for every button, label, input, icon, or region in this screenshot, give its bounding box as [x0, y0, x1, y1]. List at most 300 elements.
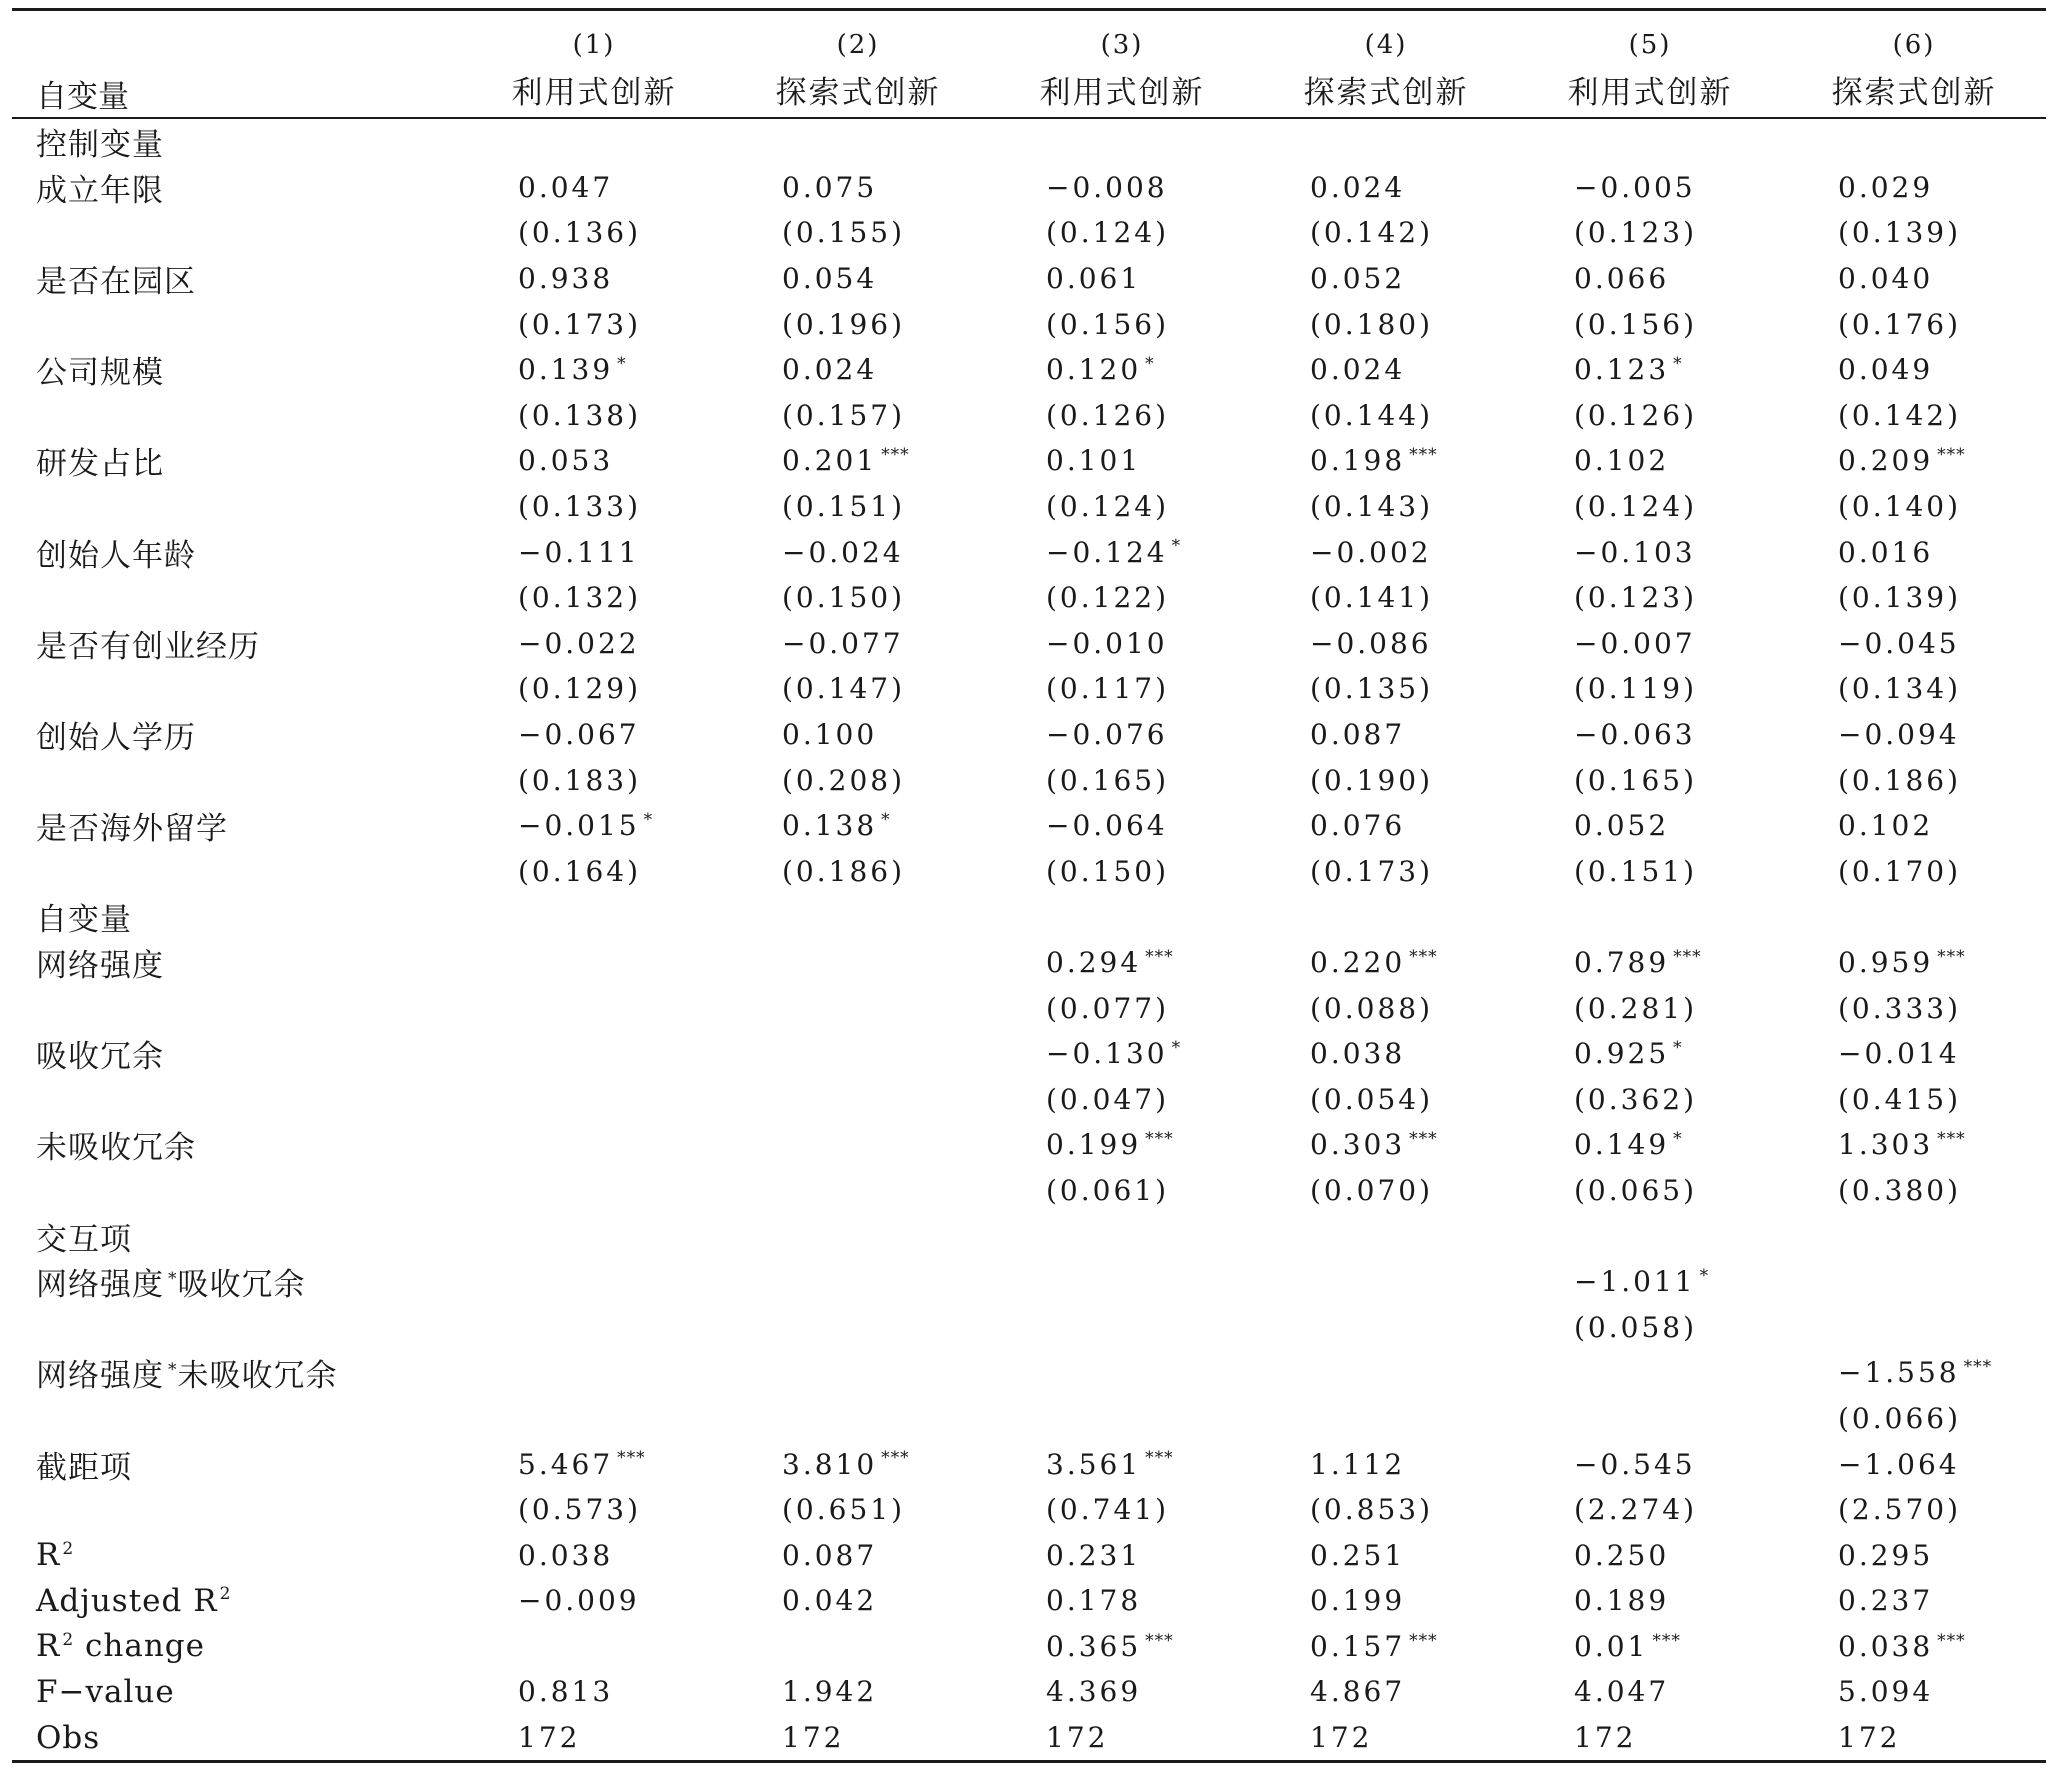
row-label: 创始人学历	[36, 720, 196, 757]
cell-value: 1.942	[782, 1675, 878, 1709]
coefficient-cell	[990, 1350, 1254, 1396]
coefficient-cell	[1254, 529, 1518, 575]
coefficient-cell	[1782, 1624, 2046, 1670]
standard-error-cell	[726, 575, 990, 621]
cell-value: (0.077)	[1046, 991, 1170, 1025]
table-row	[12, 1532, 2046, 1578]
standard-error-cell	[990, 575, 1254, 621]
significance-marker: ***	[1652, 1630, 1681, 1651]
table-row	[12, 1031, 2046, 1077]
cell-value: (0.088)	[1310, 991, 1434, 1025]
cell-value: (0.122)	[1046, 581, 1170, 615]
significance-marker: ***	[1937, 946, 1966, 967]
significance-marker: ***	[1145, 1448, 1174, 1469]
coefficient-cell	[1518, 347, 1782, 393]
row-label-part: 未吸收冗余	[177, 1358, 338, 1395]
interaction-marker: *	[168, 1268, 178, 1289]
table-row	[12, 1624, 2046, 1670]
standard-error-cell	[1782, 1487, 2046, 1533]
cell-value: (0.156)	[1046, 307, 1170, 341]
cell-value: (0.651)	[782, 1493, 906, 1527]
cell-value: (0.133)	[518, 490, 642, 524]
coefficient-cell	[726, 1669, 990, 1715]
cell-value: 5.094	[1838, 1675, 1934, 1709]
dependent-variable-header: 探索式创新	[726, 61, 990, 118]
section-row	[12, 118, 2046, 165]
cell-value: (0.143)	[1310, 490, 1434, 524]
table-header	[12, 10, 2046, 119]
cell-value: (0.183)	[518, 763, 642, 797]
standard-error-row	[12, 575, 2046, 621]
standard-error-cell	[1518, 1168, 1782, 1214]
row-label	[12, 1669, 462, 1715]
cell-value: 172	[1838, 1721, 1901, 1755]
coefficient-cell	[1518, 1715, 1782, 1762]
coefficient-cell	[1518, 1669, 1782, 1715]
standard-error-cell	[990, 1487, 1254, 1533]
significance-marker: ***	[1409, 1129, 1438, 1150]
cell-value: 0.102	[1574, 444, 1670, 478]
coefficient-cell	[1518, 621, 1782, 667]
coefficient-cell	[1782, 1441, 2046, 1487]
cell-value: (0.380)	[1838, 1173, 1962, 1207]
coefficient-cell	[1518, 1350, 1782, 1396]
significance-marker: *	[1171, 1037, 1182, 1058]
row-label: 成立年限	[36, 172, 164, 209]
cell-value: (0.156)	[1574, 307, 1698, 341]
cell-value: 0.038	[1838, 1629, 1934, 1663]
standard-error-cell	[1254, 1168, 1518, 1214]
significance-marker: *	[617, 353, 627, 374]
cell-value: (0.117)	[1046, 672, 1170, 706]
cell-value: (0.070)	[1310, 1173, 1434, 1207]
coefficient-cell	[1782, 529, 2046, 575]
coefficient-cell	[462, 621, 726, 667]
section-label: 控制变量	[36, 127, 164, 164]
cell-value: (0.134)	[1838, 672, 1962, 706]
standard-error-cell	[1782, 575, 2046, 621]
standard-error-cell	[462, 1304, 726, 1350]
coefficient-cell	[1518, 1259, 1782, 1305]
row-label: 截距项	[36, 1449, 132, 1486]
significance-marker: ***	[881, 445, 910, 466]
cell-value: (0.165)	[1046, 763, 1170, 797]
coefficient-cell	[990, 1715, 1254, 1762]
dependent-variable-header: 利用式创新	[1518, 61, 1782, 118]
coefficient-cell	[990, 256, 1254, 302]
cell-value: 0.251	[1310, 1538, 1406, 1572]
coefficient-cell	[462, 529, 726, 575]
section-spacer	[462, 1213, 2046, 1259]
cell-value: (0.054)	[1310, 1082, 1434, 1116]
cell-value: 172	[1046, 1721, 1109, 1755]
cell-value: (0.176)	[1838, 307, 1962, 341]
cell-value: −0.064	[1046, 809, 1168, 843]
cell-value: 5.467	[518, 1447, 614, 1481]
coefficient-cell	[1254, 940, 1518, 986]
cell-value: (0.142)	[1838, 398, 1962, 432]
standard-error-row	[12, 1304, 2046, 1350]
coefficient-cell	[990, 1122, 1254, 1168]
standard-error-cell	[1254, 210, 1518, 256]
standard-error-cell	[1782, 1076, 2046, 1122]
cell-value: (0.139)	[1838, 216, 1962, 250]
significance-marker: *	[1673, 353, 1683, 374]
cell-value: 1.303	[1838, 1128, 1934, 1162]
significance-marker: *	[1673, 1037, 1683, 1058]
cell-value: 3.561	[1046, 1447, 1142, 1481]
coefficient-cell	[726, 940, 990, 986]
standard-error-cell	[462, 1076, 726, 1122]
standard-error-cell	[1782, 666, 2046, 712]
standard-error-cell	[1254, 484, 1518, 530]
cell-value: (0.333)	[1838, 991, 1962, 1025]
row-label	[12, 666, 462, 712]
row-label	[12, 985, 462, 1031]
cell-value: 172	[1574, 1721, 1637, 1755]
cell-value: (0.173)	[518, 307, 642, 341]
coefficient-cell	[990, 940, 1254, 986]
standard-error-cell	[990, 666, 1254, 712]
standard-error-cell	[726, 393, 990, 439]
standard-error-cell	[1782, 757, 2046, 803]
cell-value: 0.101	[1046, 444, 1142, 478]
cell-value: 0.01	[1574, 1629, 1649, 1663]
cell-value: (0.147)	[782, 672, 906, 706]
cell-value: (0.151)	[1574, 854, 1698, 888]
cell-value: (0.066)	[1838, 1401, 1962, 1435]
row-label-part: 网络强度	[36, 1267, 164, 1304]
cell-value: (0.135)	[1310, 672, 1434, 706]
cell-value: 1.112	[1310, 1447, 1406, 1481]
table-row	[12, 1715, 2046, 1762]
cell-value: 4.369	[1046, 1675, 1142, 1709]
cell-value: 0.038	[518, 1538, 614, 1572]
standard-error-cell	[1518, 757, 1782, 803]
stat-label: R	[36, 1537, 61, 1574]
cell-value: (0.124)	[1046, 216, 1170, 250]
cell-value: 4.047	[1574, 1675, 1670, 1709]
cell-value: (0.123)	[1574, 581, 1698, 615]
standard-error-cell	[726, 1487, 990, 1533]
cell-value: (0.047)	[1046, 1082, 1170, 1116]
section-spacer	[462, 894, 2046, 940]
coefficient-cell	[990, 1031, 1254, 1077]
standard-error-cell	[1518, 1076, 1782, 1122]
standard-error-cell	[726, 1076, 990, 1122]
standard-error-cell	[1782, 484, 2046, 530]
significance-marker: ***	[1409, 1630, 1438, 1651]
superscript: 2	[62, 1630, 75, 1651]
cell-value: 4.867	[1310, 1675, 1406, 1709]
coefficient-cell	[462, 1624, 726, 1670]
standard-error-cell	[1518, 575, 1782, 621]
table-row	[12, 1122, 2046, 1168]
standard-error-cell	[1254, 1396, 1518, 1442]
standard-error-cell	[1782, 985, 2046, 1031]
section-row	[12, 1213, 2046, 1259]
cell-value: (0.186)	[1838, 763, 1962, 797]
cell-value: 0.959	[1838, 945, 1934, 979]
cell-value: (0.157)	[782, 398, 906, 432]
coefficient-cell	[1254, 1122, 1518, 1168]
coefficient-cell	[1254, 712, 1518, 758]
standard-error-cell	[462, 985, 726, 1031]
coefficient-cell	[1254, 438, 1518, 484]
coefficient-cell	[462, 940, 726, 986]
cell-value: (0.126)	[1046, 398, 1170, 432]
coefficient-cell	[726, 347, 990, 393]
row-label	[12, 210, 462, 256]
standard-error-cell	[462, 393, 726, 439]
stat-label-suffix: change	[74, 1628, 205, 1665]
dependent-variable-header: 利用式创新	[990, 61, 1254, 118]
standard-error-row	[12, 210, 2046, 256]
standard-error-cell	[462, 666, 726, 712]
standard-error-cell	[726, 849, 990, 895]
standard-error-cell	[462, 1487, 726, 1533]
coefficient-cell	[726, 1624, 990, 1670]
standard-error-cell	[726, 1396, 990, 1442]
standard-error-row	[12, 393, 2046, 439]
cell-value: (0.123)	[1574, 216, 1698, 250]
standard-error-cell	[462, 849, 726, 895]
cell-value: (0.170)	[1838, 854, 1962, 888]
row-label: 创始人年龄	[36, 537, 196, 574]
standard-error-cell	[1518, 484, 1782, 530]
standard-error-cell	[1782, 210, 2046, 256]
cell-value: −0.086	[1310, 626, 1432, 660]
row-label: 未吸收冗余	[36, 1130, 196, 1167]
standard-error-cell	[1518, 666, 1782, 712]
cell-value: (0.144)	[1310, 398, 1434, 432]
coefficient-cell	[1782, 1532, 2046, 1578]
standard-error-row	[12, 1168, 2046, 1214]
cell-value: −0.545	[1574, 1447, 1696, 1481]
cell-value: 0.066	[1574, 262, 1670, 296]
cell-value: −0.014	[1838, 1037, 1960, 1071]
table-row	[12, 803, 2046, 849]
cell-value: −0.130	[1046, 1037, 1168, 1071]
standard-error-cell	[726, 985, 990, 1031]
coefficient-cell	[726, 712, 990, 758]
coefficient-cell	[1782, 940, 2046, 986]
cell-value: 0.047	[518, 170, 614, 204]
standard-error-cell	[1254, 757, 1518, 803]
row-label	[12, 1168, 462, 1214]
cell-value: (0.165)	[1574, 763, 1698, 797]
coefficient-cell	[726, 165, 990, 211]
column-index: (1)	[462, 10, 726, 62]
table-row	[12, 1669, 2046, 1715]
dependent-variable-header: 探索式创新	[1782, 61, 2046, 118]
standard-error-cell	[462, 1396, 726, 1442]
standard-error-cell	[1254, 1304, 1518, 1350]
standard-error-cell	[1254, 393, 1518, 439]
cell-value: (0.058)	[1574, 1310, 1698, 1344]
standard-error-row	[12, 1396, 2046, 1442]
coefficient-cell	[990, 438, 1254, 484]
coefficient-cell	[1254, 1624, 1518, 1670]
cell-value: (0.155)	[782, 216, 906, 250]
row-label	[12, 484, 462, 530]
coefficient-cell	[726, 1715, 990, 1762]
cell-value: 0.120	[1046, 353, 1142, 387]
cell-value: −0.007	[1574, 626, 1696, 660]
significance-marker: ***	[617, 1448, 646, 1469]
coefficient-cell	[1518, 1532, 1782, 1578]
coefficient-cell	[1254, 1669, 1518, 1715]
coefficient-cell	[1782, 165, 2046, 211]
coefficient-cell	[1782, 712, 2046, 758]
cell-value: (0.186)	[782, 854, 906, 888]
significance-marker: ***	[1963, 1357, 1993, 1377]
coefficient-cell	[462, 438, 726, 484]
stat-label: Obs	[36, 1719, 101, 1756]
standard-error-row	[12, 484, 2046, 530]
standard-error-cell	[726, 757, 990, 803]
standard-error-cell	[726, 1304, 990, 1350]
cell-value: (0.150)	[1046, 854, 1170, 888]
coefficient-cell	[990, 1259, 1254, 1305]
significance-marker: ***	[1145, 1129, 1174, 1150]
cell-value: 0.042	[782, 1584, 878, 1618]
cell-value: 0.303	[1310, 1128, 1406, 1162]
column-index: (2)	[726, 10, 990, 62]
coefficient-cell	[1254, 1031, 1518, 1077]
significance-marker: *	[881, 809, 891, 830]
section-label: 交互项	[36, 1221, 132, 1258]
standard-error-cell	[726, 301, 990, 347]
standard-error-cell	[990, 1304, 1254, 1350]
cell-value: 0.024	[1310, 353, 1406, 387]
cell-value: −0.009	[518, 1584, 640, 1618]
standard-error-cell	[990, 393, 1254, 439]
standard-error-cell	[1518, 1396, 1782, 1442]
cell-value: (0.173)	[1310, 854, 1434, 888]
table-row	[12, 256, 2046, 302]
coefficient-cell	[1782, 1259, 2046, 1305]
coefficient-cell	[1518, 940, 1782, 986]
standard-error-cell	[1254, 666, 1518, 712]
cell-value: 0.053	[518, 444, 614, 478]
row-label	[12, 1578, 462, 1624]
significance-marker: ***	[1145, 1630, 1174, 1651]
standard-error-cell	[726, 1168, 990, 1214]
cell-value: (0.124)	[1046, 490, 1170, 524]
coefficient-cell	[462, 347, 726, 393]
table-row	[12, 712, 2046, 758]
regression-table	[12, 8, 2046, 1763]
cell-value: (0.136)	[518, 216, 642, 250]
cell-value: −0.024	[782, 535, 904, 569]
coefficient-cell	[462, 1532, 726, 1578]
cell-value: 0.157	[1310, 1629, 1406, 1663]
standard-error-cell	[1518, 210, 1782, 256]
coefficient-cell	[1518, 529, 1782, 575]
cell-value: (0.741)	[1046, 1493, 1170, 1527]
row-label-part: 网络强度	[36, 1358, 164, 1395]
section-row	[12, 894, 2046, 940]
cell-value: (0.415)	[1838, 1082, 1962, 1116]
coefficient-cell	[462, 1259, 726, 1305]
cell-value: 0.789	[1574, 945, 1670, 979]
cell-value: 0.061	[1046, 262, 1142, 296]
coefficient-cell	[726, 529, 990, 575]
coefficient-cell	[726, 621, 990, 667]
coefficient-cell	[990, 1669, 1254, 1715]
cell-value: −0.063	[1574, 718, 1696, 752]
coefficient-cell	[990, 1578, 1254, 1624]
coefficient-cell	[990, 347, 1254, 393]
coefficient-cell	[1782, 803, 2046, 849]
standard-error-cell	[1254, 985, 1518, 1031]
coefficient-cell	[1254, 1350, 1518, 1396]
significance-marker: ***	[881, 1448, 910, 1469]
row-label-header: 自变量	[12, 10, 462, 119]
standard-error-cell	[1518, 849, 1782, 895]
coefficient-cell	[1782, 1122, 2046, 1168]
significance-marker: ***	[1937, 445, 1966, 466]
standard-error-row	[12, 985, 2046, 1031]
cell-value: (0.150)	[782, 581, 906, 615]
standard-error-cell	[726, 210, 990, 256]
coefficient-cell	[1254, 621, 1518, 667]
coefficient-cell	[462, 165, 726, 211]
cell-value: 0.365	[1046, 1629, 1142, 1663]
cell-value: −0.002	[1310, 535, 1432, 569]
coefficient-cell	[726, 256, 990, 302]
standard-error-cell	[1518, 393, 1782, 439]
coefficient-cell	[726, 1259, 990, 1305]
significance-marker: *	[1145, 353, 1155, 374]
table-row	[12, 621, 2046, 667]
row-label: 是否海外留学	[36, 811, 228, 848]
cell-value: 0.199	[1046, 1128, 1142, 1162]
cell-value: 0.038	[1310, 1037, 1406, 1071]
table-row	[12, 1350, 2046, 1396]
coefficient-cell	[1254, 165, 1518, 211]
cell-value: 0.123	[1574, 353, 1670, 387]
cell-value: (0.281)	[1574, 991, 1698, 1025]
standard-error-row	[12, 757, 2046, 803]
coefficient-cell	[726, 1031, 990, 1077]
cell-value: (0.362)	[1574, 1082, 1698, 1116]
coefficient-cell	[1254, 1441, 1518, 1487]
significance-marker: *	[643, 809, 654, 830]
cell-value: −1.064	[1838, 1447, 1960, 1481]
coefficient-cell	[1782, 256, 2046, 302]
coefficient-cell	[1518, 1122, 1782, 1168]
dependent-variable-header: 探索式创新	[1254, 61, 1518, 118]
cell-value: (0.573)	[518, 1493, 642, 1527]
coefficient-cell	[1254, 1578, 1518, 1624]
coefficient-cell	[726, 1350, 990, 1396]
standard-error-cell	[1518, 985, 1782, 1031]
cell-value: 0.250	[1574, 1538, 1670, 1572]
standard-error-cell	[1518, 301, 1782, 347]
coefficient-cell	[1782, 1715, 2046, 1762]
cell-value: −0.005	[1574, 170, 1696, 204]
cell-value: 0.052	[1310, 262, 1406, 296]
coefficient-cell	[462, 1715, 726, 1762]
cell-value: 0.087	[782, 1538, 878, 1572]
cell-value: 0.201	[782, 444, 878, 478]
cell-value: 0.076	[1310, 809, 1406, 843]
interaction-marker: *	[168, 1360, 178, 1380]
row-label	[12, 1396, 462, 1442]
standard-error-cell	[1782, 301, 2046, 347]
